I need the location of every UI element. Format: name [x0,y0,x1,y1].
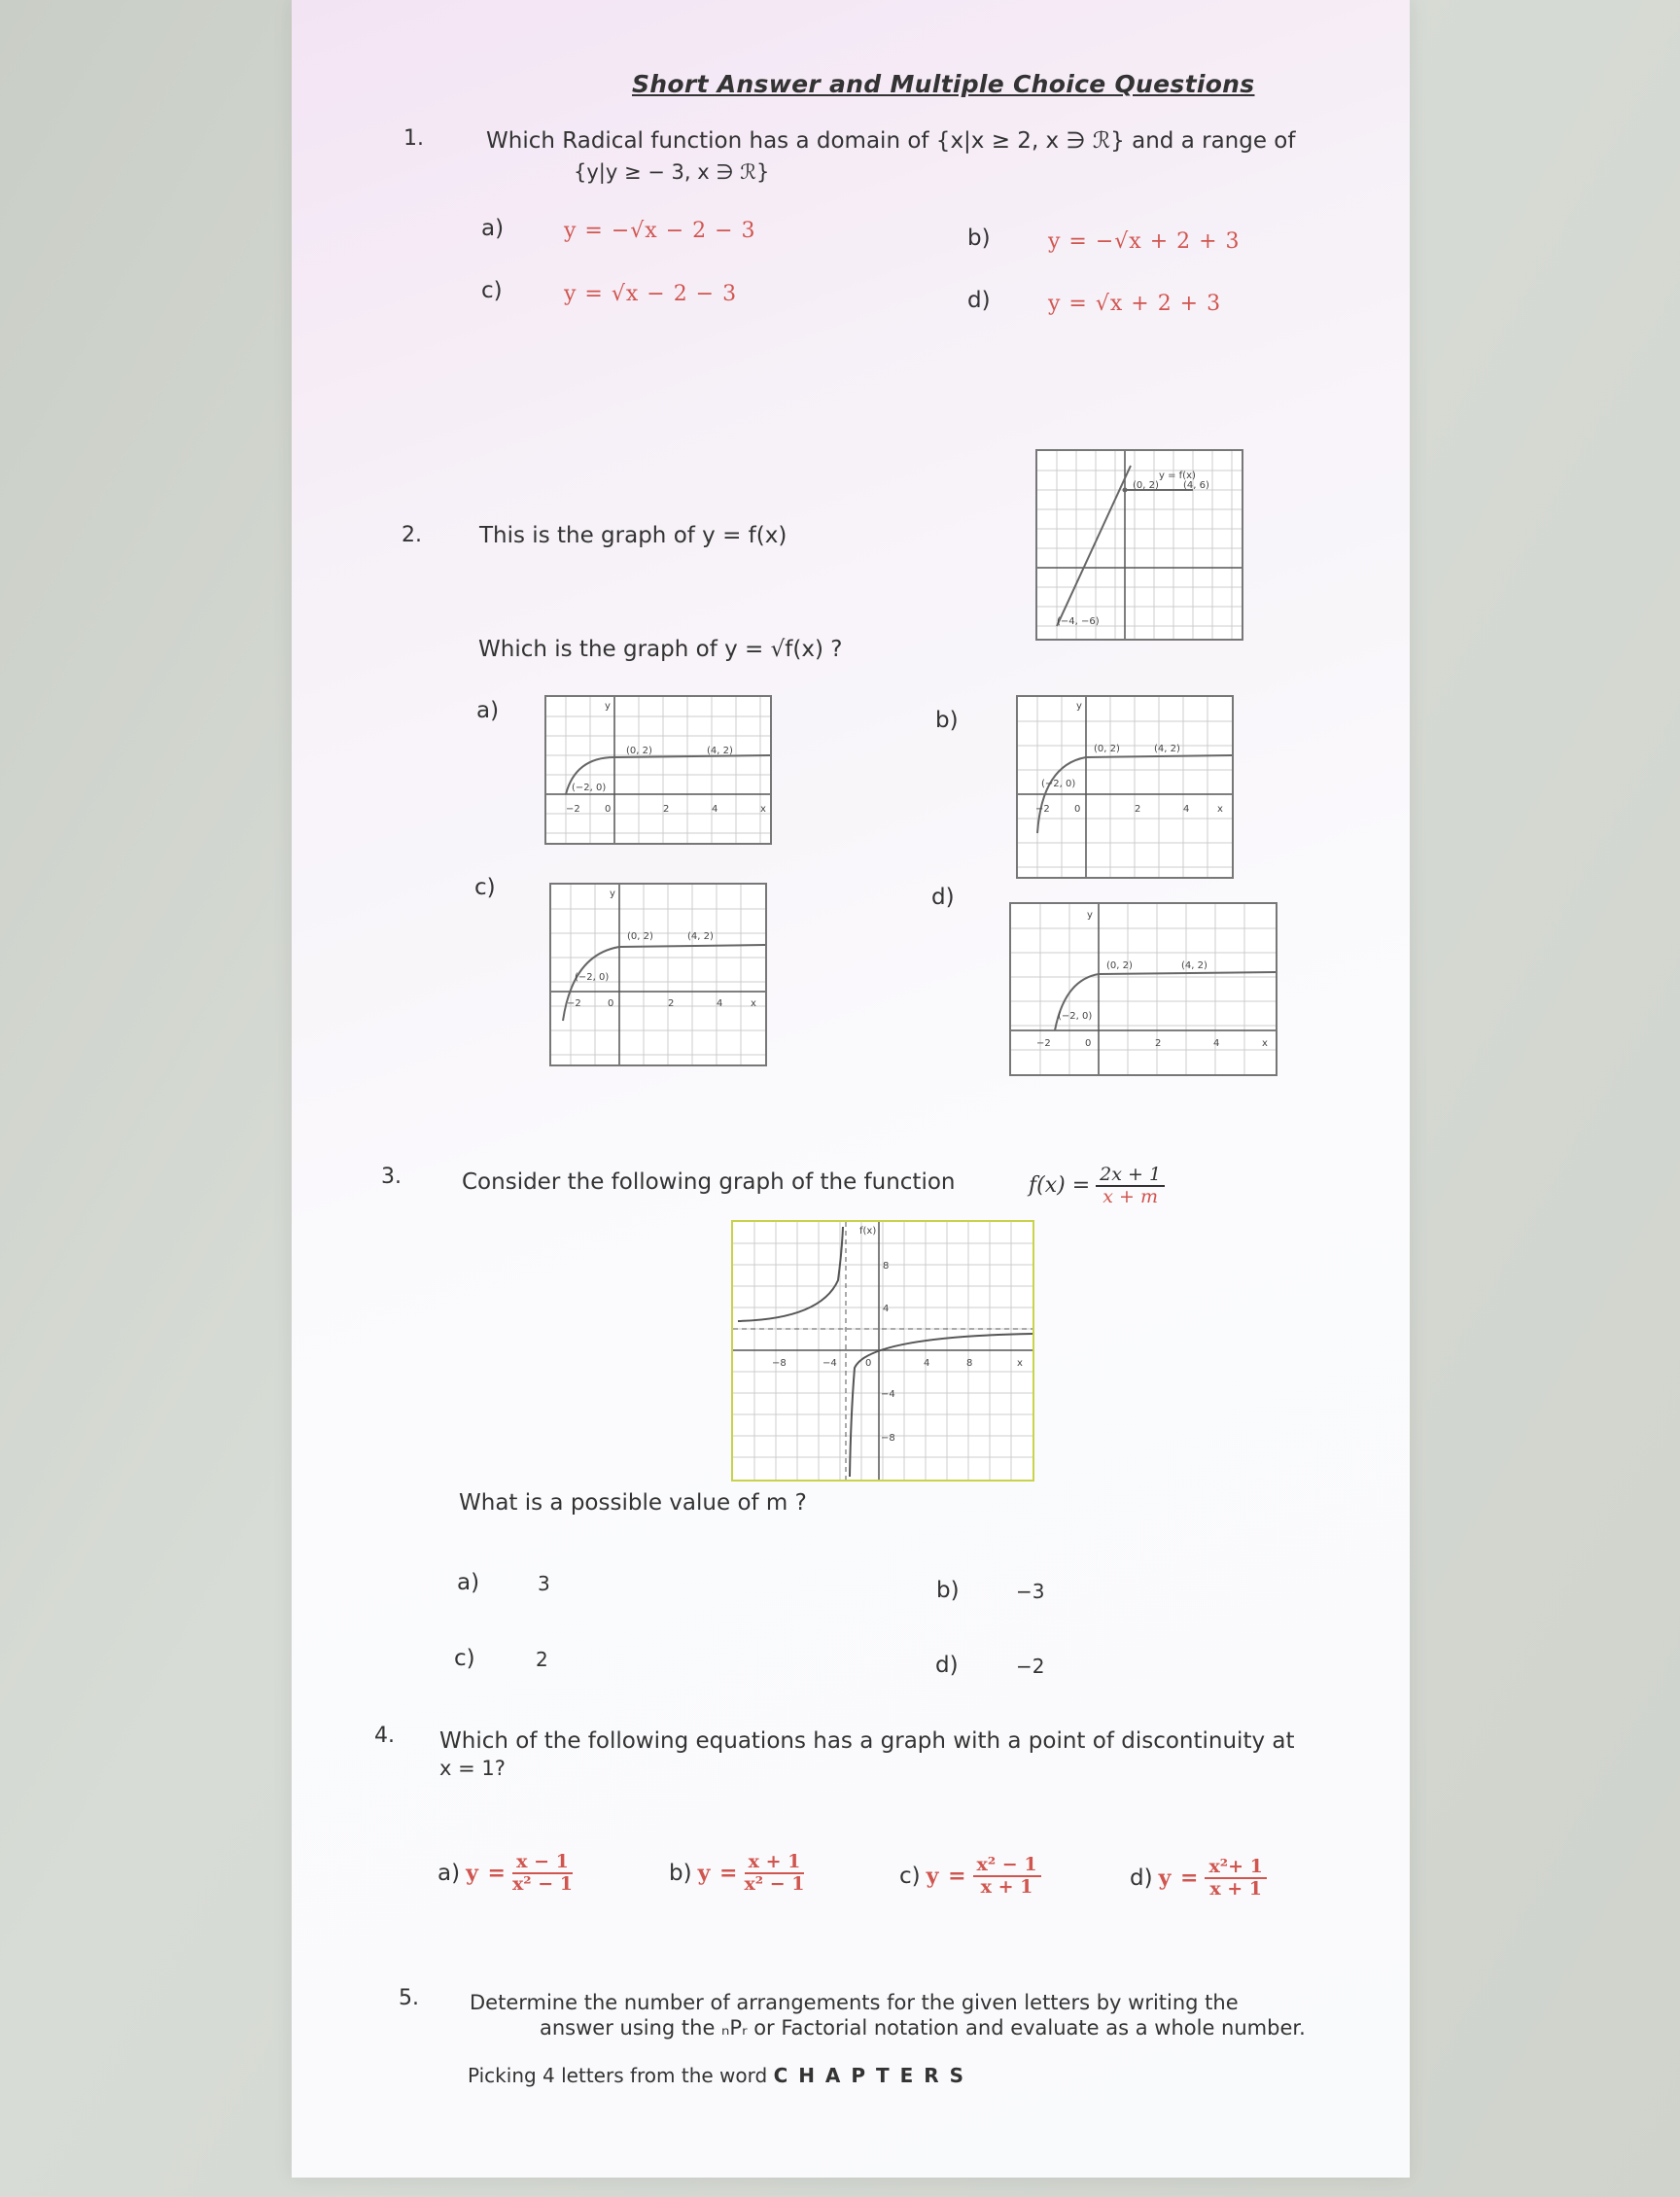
q4-option-c-fraction [973,1855,1041,1898]
point-label: (−2, 0) [1058,1011,1093,1022]
q4-option-b-den: x² − 1 [744,1872,805,1895]
q4-option-a[interactable] [438,1852,573,1895]
q3-tick-xn8: −8 [772,1358,787,1369]
q4-option-d-fraction [1205,1857,1266,1900]
tick-label: 0 [605,804,612,815]
q2-option-d-label[interactable]: d) [931,885,955,910]
q4-option-d-label: d) [1130,1865,1153,1891]
q1-option-d-label[interactable]: d) [967,288,991,313]
q3-tick-yn4: −4 [881,1389,895,1400]
q1-option-b-label[interactable]: b) [967,226,991,251]
q3-tick-x4: 4 [924,1358,930,1369]
point-label: (4, 2) [687,931,714,942]
q4-option-d-lhs: y = [1158,1865,1200,1891]
q3-tick-y8: 8 [883,1261,890,1272]
q2-option-b-label[interactable]: b) [935,708,959,733]
q4-option-a-num: x − 1 [512,1852,573,1874]
q3-fraction [1096,1165,1165,1207]
q5-prompt [468,2064,965,2087]
q3-option-a-label[interactable]: a) [457,1570,480,1595]
tick-label: 0 [1085,1038,1092,1049]
tick-label: 4 [712,804,718,815]
point-label: (4, 2) [1181,960,1208,971]
point-label: (0, 2) [1106,960,1133,971]
tick-label: 2 [1135,804,1141,815]
q2-option-c-label[interactable]: c) [474,875,496,900]
tick-label: −2 [567,998,581,1009]
tick-label: 4 [1183,804,1190,815]
q4-option-c[interactable] [899,1855,1041,1898]
q3-text: Consider the following graph of the function [462,1169,956,1195]
q4-option-a-fraction [512,1852,573,1895]
q1-text-line2: {y|y ≥ − 3, x ∋ ℛ} [574,160,770,184]
q4-option-c-den: x + 1 [980,1875,1033,1898]
point-label: (0, 2) [1094,744,1120,754]
q5-prompt-text: Picking 4 letters from the word [468,2064,768,2087]
q2-option-a-label[interactable]: a) [476,698,500,723]
q4-option-c-num: x² − 1 [973,1855,1041,1877]
q4-option-a-lhs: y = [466,1860,507,1886]
q4-option-d-den: x + 1 [1209,1877,1263,1900]
tick-label: 4 [717,998,723,1009]
q4-option-d-num: x²+ 1 [1205,1857,1266,1879]
q4-option-d[interactable] [1130,1857,1267,1900]
q1-text: Which Radical function has a domain of {x|x ≥ 2, x ∋ ℛ} and a range of [486,128,1296,154]
q3-option-c-label[interactable]: c) [454,1646,475,1671]
point-label: (0, 2) [627,931,653,942]
point-label: (−2, 0) [1041,779,1076,789]
q4-text: Which of the following equations has a graph with a point of discontinuity at [439,1728,1295,1754]
q3-tick-x8: 8 [966,1358,973,1369]
tick-label: 2 [668,998,675,1009]
q5-text: Determine the number of arrangements for the given letters by writing the [470,1991,1239,2014]
tick-label: 4 [1213,1038,1220,1049]
q2-main-point-2: (4, 6) [1183,480,1209,491]
q2-option-b-graph[interactable] [1016,695,1234,879]
y-axis-label: y [1076,701,1082,712]
page-title: Short Answer and Multiple Choice Questions [632,70,1255,98]
q3-function [1029,1165,1165,1207]
point-label: (0, 2) [626,746,652,756]
q2-option-c-graph[interactable] [549,883,767,1066]
point-label: (4, 2) [1154,744,1180,754]
tick-label: −2 [566,804,580,815]
q3-tick-xn4: −4 [822,1358,837,1369]
q2-number: 2. [402,523,422,547]
q3-option-d-label[interactable]: d) [935,1653,959,1678]
q4-option-b-label: b) [669,1860,692,1886]
q4-option-c-lhs: y = [926,1863,967,1889]
tick-label: 0 [1074,804,1081,815]
q4-option-b-num: x + 1 [745,1852,805,1874]
q5-word: C H A P T E R S [773,2064,965,2087]
q1-option-a-label[interactable]: a) [481,216,505,241]
q3-tick-yn8: −8 [881,1433,895,1444]
point-label: (−2, 0) [572,783,607,793]
q4-option-b-fraction [744,1852,804,1895]
q3-graph-fx-label: f(x) [859,1226,877,1237]
worksheet-page [292,0,1410,2178]
q4-option-a-label: a) [438,1860,461,1886]
q3-fx-label: f(x) = [1029,1173,1091,1199]
point-label: (−2, 0) [575,972,610,983]
tick-label: 0 [608,998,614,1009]
q5-text-line2: answer using the ₙPᵣ or Factorial notation and evaluate as a whole number. [540,2016,1306,2040]
q1-option-a-math: y = −√x − 2 − 3 [564,219,756,243]
q2-main-point-1: (0, 2) [1133,480,1159,491]
q4-option-b-lhs: y = [697,1860,739,1886]
q4-option-a-den: x² − 1 [511,1872,573,1895]
q3-option-b-value: −3 [1016,1580,1045,1603]
x-axis-label: x [1262,1038,1268,1049]
y-axis-label: y [610,889,615,899]
q2-question: Which is the graph of y = √f(x) ? [478,637,843,662]
x-axis-label: x [751,998,756,1009]
q3-option-d-value: −2 [1016,1655,1045,1678]
q4-text-line2: x = 1? [439,1757,506,1780]
point-label: (4, 2) [707,746,733,756]
q1-option-b-math: y = −√x + 2 + 3 [1048,229,1241,254]
x-axis-label: x [760,804,766,815]
tick-label: −2 [1035,804,1050,815]
q1-option-c-math: y = √x − 2 − 3 [564,282,738,306]
q3-option-a-value: 3 [538,1572,550,1595]
q1-number: 1. [403,126,424,151]
q3-number: 3. [381,1165,402,1189]
q2-main-graph [1035,449,1243,641]
q2-main-point-3: (−4, −6) [1057,616,1100,627]
q3-denominator: x + m [1102,1185,1158,1207]
q3-graph [731,1220,1034,1482]
q2-main-curve-label: y = f(x) [1159,471,1196,481]
y-axis-label: y [605,701,611,712]
q3-question: What is a possible value of m ? [459,1490,807,1516]
y-axis-label: y [1087,910,1093,921]
q3-numerator: 2x + 1 [1096,1165,1165,1187]
tick-label: −2 [1036,1038,1051,1049]
q3-graph-x-label: x [1017,1358,1023,1369]
q2-option-a-graph[interactable] [544,695,772,845]
q5-number: 5. [399,1986,419,2010]
x-axis-label: x [1217,804,1223,815]
q4-option-b[interactable] [669,1852,805,1895]
q4-number: 4. [374,1724,395,1748]
q3-tick-origin: 0 [865,1358,872,1369]
q2-text: This is the graph of y = f(x) [479,523,788,548]
q3-tick-y4: 4 [883,1304,890,1314]
q3-option-c-value: 2 [536,1648,548,1671]
q4-option-c-label: c) [899,1863,921,1889]
q3-option-b-label[interactable]: b) [936,1578,960,1603]
tick-label: 2 [663,804,670,815]
q2-option-d-graph[interactable] [1009,902,1278,1076]
q1-option-c-label[interactable]: c) [481,278,503,303]
q1-option-d-math: y = √x + 2 + 3 [1048,292,1222,316]
tick-label: 2 [1155,1038,1162,1049]
